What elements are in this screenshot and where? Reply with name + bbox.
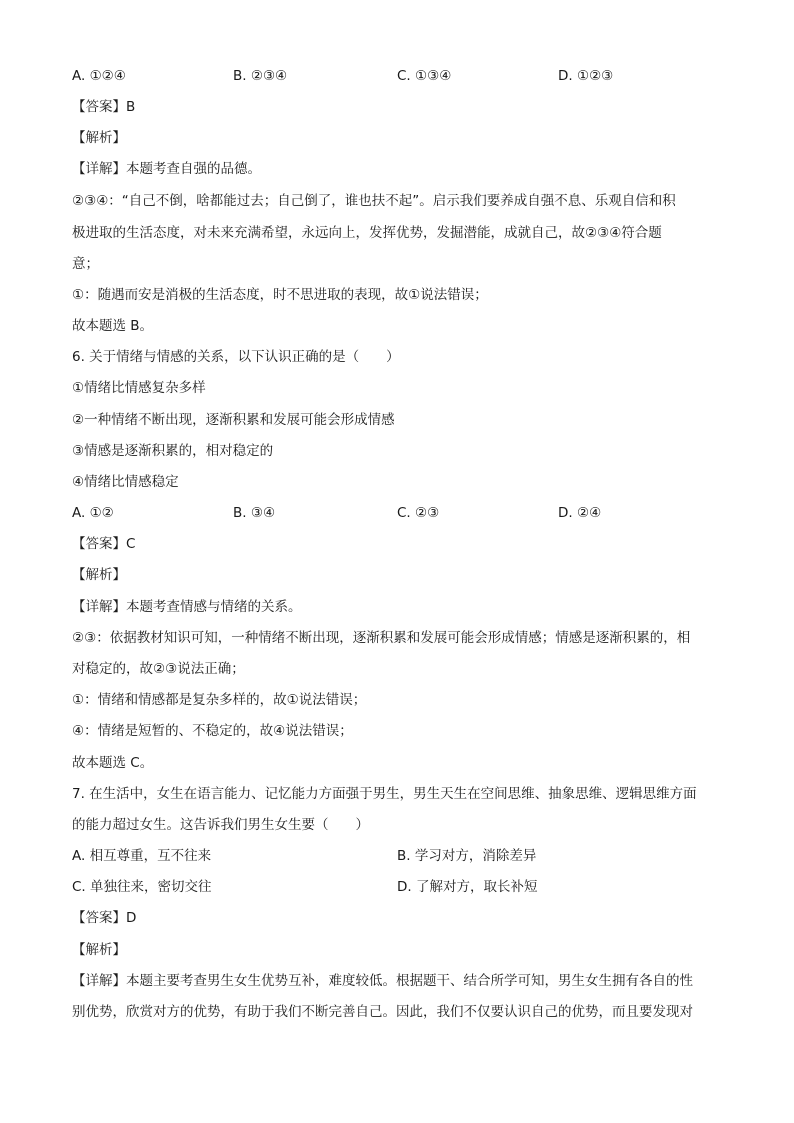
- q6-statement: ④情绪比情感稳定: [72, 474, 179, 490]
- q6-option-c: C. ②③: [397, 505, 440, 521]
- q5-detail: 【详解】本题考查自强的品德。: [72, 161, 261, 177]
- q6-explanation-line: ④：情绪是短暂的、不稳定的，故④说法错误；: [72, 723, 353, 739]
- q6-explanation-line: ①：情绪和情感都是复杂多样的，故①说法错误；: [72, 692, 367, 708]
- q6-answer: 【答案】C: [72, 536, 136, 552]
- q7-detail-line: 【详解】本题主要考查男生女生优势互补，难度较低。根据题干、结合所学可知，男生女生拥有各自的性: [72, 973, 693, 989]
- q5-analysis-label: 【解析】: [72, 130, 126, 146]
- q5-option-d: D. ①②③: [558, 68, 614, 84]
- q5-explanation-line: ②③④：“自己不倒，啥都能过去；自己倒了，谁也扶不起”。启示我们要养成自强不息、乐观自信和积: [72, 193, 676, 209]
- q6-statement: ①情绪比情感复杂多样: [72, 380, 206, 396]
- q5-option-b: B. ②③④: [233, 68, 288, 84]
- q7-stem-line: 的能力超过女生。这告诉我们男生女生要（ ）: [72, 817, 369, 833]
- q6-statement: ②一种情绪不断出现，逐渐积累和发展可能会形成情感: [72, 412, 395, 428]
- q7-option-b: B. 学习对方，消除差异: [397, 848, 537, 864]
- q7-option-c: C. 单独往来，密切交往: [72, 879, 212, 895]
- q6-conclusion: 故本题选 C。: [72, 755, 154, 771]
- q7-detail-line: 别优势，欣赏对方的优势，有助于我们不断完善自己。因此，我们不仅要认识自己的优势，而且要发现对: [72, 1004, 693, 1020]
- q7-option-a: A. 相互尊重，互不往来: [72, 848, 212, 864]
- q7-analysis-label: 【解析】: [72, 942, 126, 958]
- q6-option-b: B. ③④: [233, 505, 276, 521]
- q6-explanation-line: 对稳定的，故②③说法正确；: [72, 661, 245, 677]
- q5-conclusion: 故本题选 B。: [72, 318, 154, 334]
- q5-option-c: C. ①③④: [397, 68, 452, 84]
- q7-stem-line: 7. 在生活中，女生在语言能力、记忆能力方面强于男生，男生天生在空间思维、抽象思维、逻辑思维方面: [72, 786, 697, 802]
- q6-stem: 6. 关于情绪与情感的关系，以下认识正确的是（ ）: [72, 349, 400, 365]
- q7-option-d: D. 了解对方，取长补短: [397, 879, 538, 895]
- q6-detail: 【详解】本题考查情感与情绪的关系。: [72, 599, 302, 615]
- q5-explanation-line: 意；: [72, 256, 99, 272]
- q6-option-a: A. ①②: [72, 505, 114, 521]
- q7-answer: 【答案】D: [72, 910, 137, 926]
- q5-explanation-line: ①：随遇而安是消极的生活态度，时不思进取的表现，故①说法错误；: [72, 287, 488, 303]
- q6-explanation-line: ②③：依据教材知识可知，一种情绪不断出现，逐渐积累和发展可能会形成情感；情感是逐渐积累的，相: [72, 630, 691, 646]
- q6-analysis-label: 【解析】: [72, 567, 126, 583]
- q5-explanation-line: 极进取的生活态度，对未来充满希望，永远向上，发挥优势，发掘潜能，成就自己，故②③④符合题: [72, 225, 662, 241]
- q5-answer: 【答案】B: [72, 99, 136, 115]
- q6-option-d: D. ②④: [558, 505, 602, 521]
- q5-option-a: A. ①②④: [72, 68, 126, 84]
- q6-statement: ③情感是逐渐积累的，相对稳定的: [72, 443, 274, 459]
